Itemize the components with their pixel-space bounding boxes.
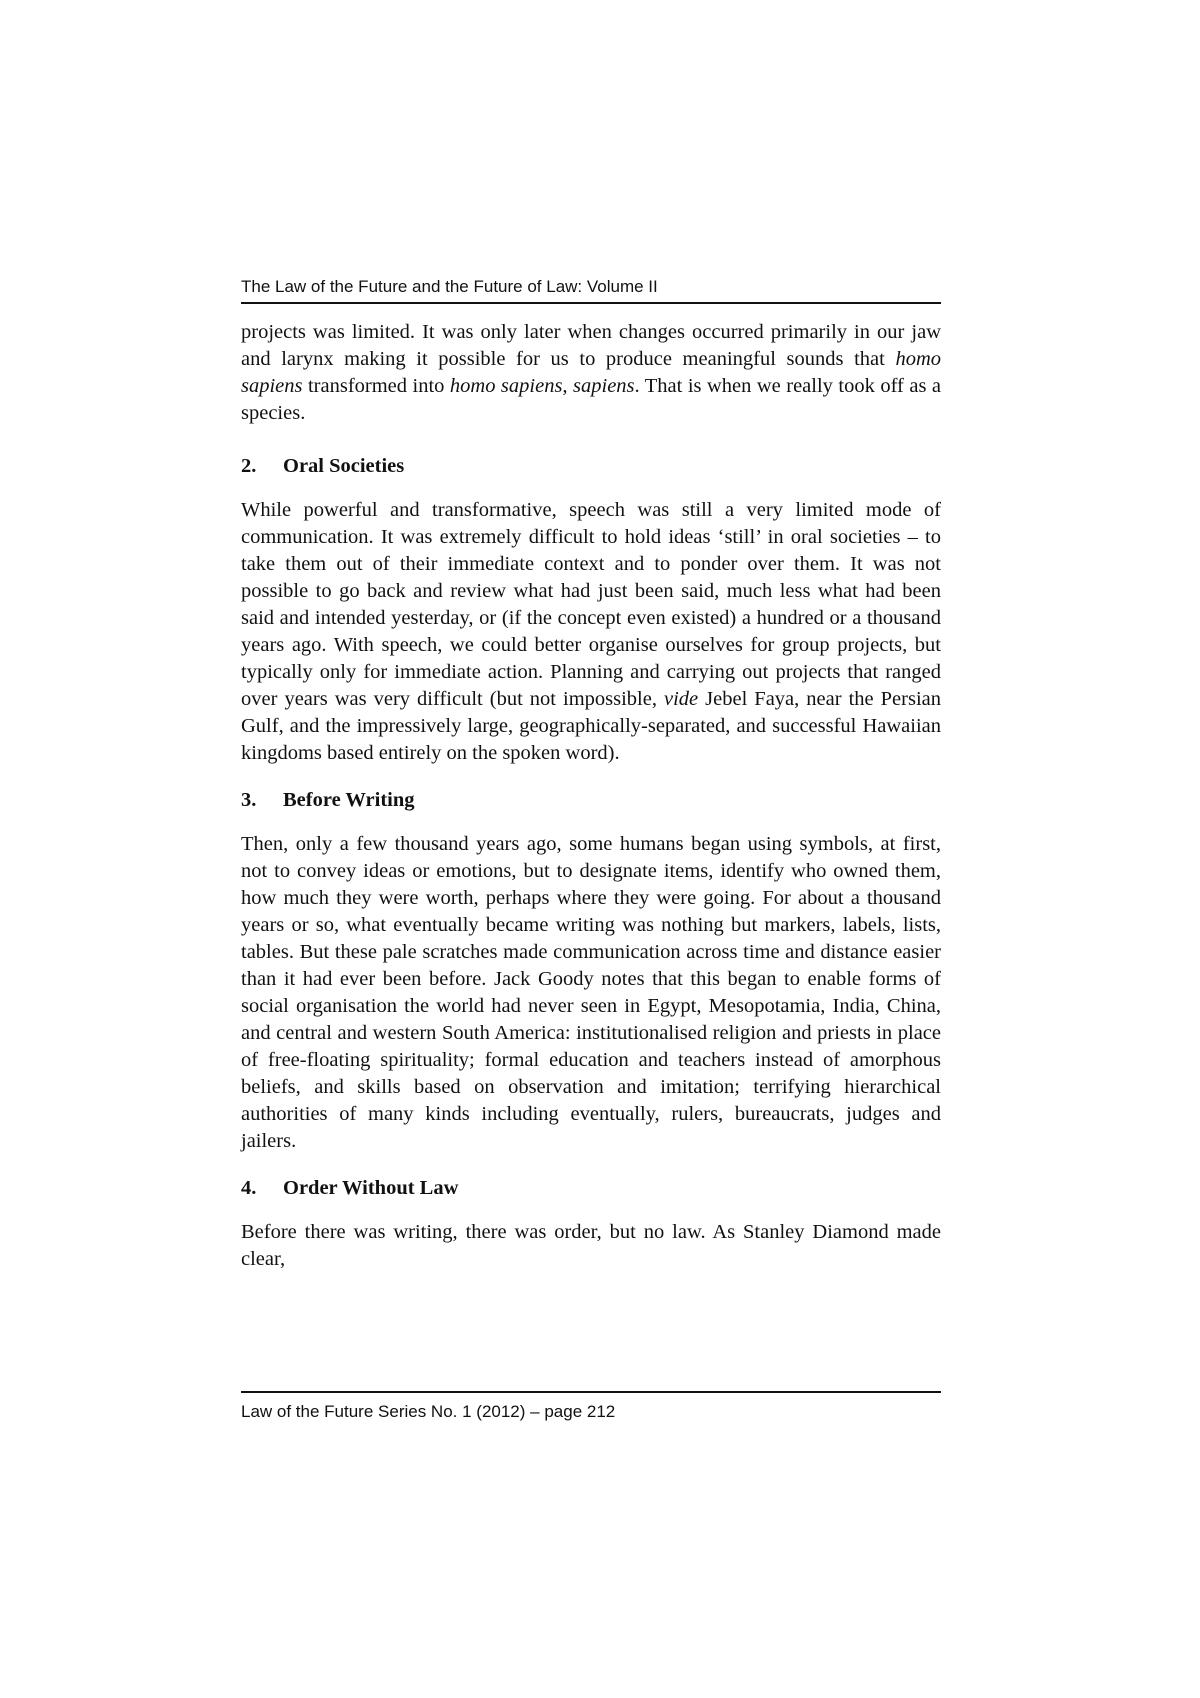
section-title: Before Writing [283,789,415,811]
section-number: 2. [241,455,257,477]
paragraph-order-without-law: Before there was writing, there was order, but no law. As Stanley Diamond made clear, [241,1221,941,1270]
italic-term: homo sapiens [241,348,941,397]
italic-term: vide [663,688,699,710]
paragraph-oral-societies: While powerful and transformative, speech was still a very limited mode of communication. It was extremely difficult to hold ideas ‘still’ in oral societies – to take them out of their immediate context and to ponder over them. It was not possible to go back and review what had just been said, much less what had been said and intended yesterday, or (if the concept even existed) a hundred or a thousand years ago. With speech, we could better organise ourselves for group projects, but typically only for immediate action. Planning and carrying out projects that ranged over years was very difficult (but not impossible, vide Jebel Faya, near the Persian Gulf, and the impressively large, geographically-separated, and successful Hawaiian kingdoms based entirely on the spoken word). [241,499,941,764]
section-title: Order Without Law [283,1177,459,1199]
paragraph-before-writing: Then, only a few thousand years ago, some humans began using symbols, at first, not to convey ideas or emotions, but to designate items, identify who owned them, how much they were worth, perhaps where they were going. For about a thousand years or so, what eventually became writing was nothing but markers, labels, lists, tables. But these pale scratches made communication across time and distance easier than it had ever been before. Jack Goody notes that this began to enable forms of social organisation the world had never seen in Egypt, Mesopotamia, India, China, and central and western South America: institutionalised religion and priests in place of free-floating spirituality; formal education and teachers instead of amorphous beliefs, and skills based on observation and imitation; terrifying hierarchical authorities of many kinds including eventually, rulers, bureaucrats, judges and jailers. [241,833,941,1152]
section-title: Oral Societies [283,455,405,477]
page-body [241,319,941,1273]
section-heading-before-writing [241,787,941,814]
section-number: 3. [241,789,257,811]
footer-text: Law of the Future Series No. 1 (2012) – page 212 [241,1402,616,1421]
page-footer [241,1391,941,1423]
paragraph-continuation: projects was limited. It was only later when changes occurred primarily in our jaw and larynx making it possible for us to produce meaningful sounds that homo sapiens transformed into homo sapiens, sapiens. That is when we really took off as a species. [241,321,941,424]
section-heading-order-without-law [241,1175,941,1202]
section-number: 4. [241,1177,257,1199]
running-header [241,276,941,304]
italic-term: homo sapiens, sapiens [449,375,635,397]
section-heading-oral-societies [241,453,941,480]
running-title: The Law of the Future and the Future of Law: Volume II [241,277,658,296]
